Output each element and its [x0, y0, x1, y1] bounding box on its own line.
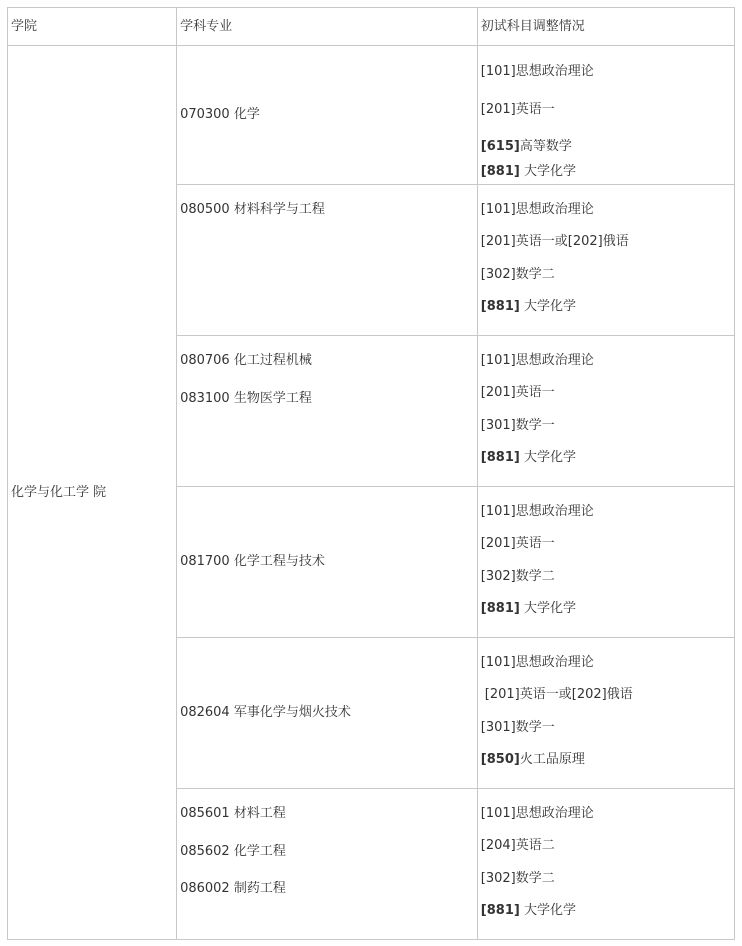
major-name: 080706 化工过程机械 — [180, 353, 312, 368]
major-name: 082604 军事化学与烟火技术 — [180, 705, 351, 720]
header-college: 学院 — [8, 8, 177, 46]
subject-item — [481, 600, 734, 618]
subject-name: 思想政治理论 — [515, 64, 594, 79]
subject-name: 思想政治理论 — [515, 504, 594, 519]
major-name: 070300 化学 — [180, 107, 260, 122]
subject-name: 大学化学 — [519, 449, 576, 465]
subject-item — [481, 902, 734, 920]
subject-item — [481, 352, 734, 370]
table-row — [8, 46, 735, 185]
subject-code: [201] — [480, 101, 516, 117]
header-major: 学科专业 — [177, 8, 478, 46]
major-name: 080500 材料科学与工程 — [180, 202, 325, 217]
subject-code: [881] — [480, 164, 520, 179]
subject-code: [302] — [480, 870, 516, 886]
major-name: 085601 材料工程 — [180, 806, 286, 821]
subject-code: [201] — [480, 385, 516, 401]
subject-name: 英语一或[202]俄语 — [515, 234, 629, 250]
subject-code: [850] — [480, 751, 520, 767]
major-cell — [177, 46, 478, 185]
subject-item — [481, 417, 734, 435]
subject-name: 英语一 — [515, 385, 555, 401]
subject-name: 大学化学 — [519, 902, 576, 918]
subject-item — [481, 63, 734, 81]
major-name: 081700 化学工程与技术 — [180, 554, 325, 569]
subject-item — [481, 719, 734, 737]
subject-name: 英语二 — [515, 838, 555, 854]
subject-code: [101] — [480, 202, 516, 217]
subject-code: [201] — [480, 536, 516, 552]
subject-code: [302] — [480, 266, 516, 282]
major-cell — [177, 185, 478, 336]
subject-item — [481, 654, 734, 672]
subject-name: 数学一 — [515, 417, 555, 433]
subject-code: [101] — [480, 353, 516, 368]
major-cell — [177, 789, 478, 940]
subject-name: 火工品原理 — [519, 751, 585, 767]
table-body — [8, 8, 735, 940]
subject-name: 大学化学 — [519, 298, 576, 314]
subject-code: [101] — [480, 64, 516, 79]
header-subjects: 初试科目调整情况 — [477, 8, 734, 46]
subject-item — [481, 201, 734, 219]
subject-name: 思想政治理论 — [515, 806, 594, 821]
subject-code: [101] — [480, 504, 516, 519]
subjects-cell — [477, 638, 734, 789]
subject-code: [301] — [480, 719, 516, 735]
major-cell — [177, 336, 478, 487]
subject-code: [301] — [480, 417, 516, 433]
subjects-cell — [477, 336, 734, 487]
subject-name: 思想政治理论 — [515, 655, 594, 670]
subject-code: [881] — [480, 298, 520, 314]
subject-code: [204] — [480, 838, 516, 854]
subject-item — [481, 298, 734, 316]
major-name: 086002 制药工程 — [180, 881, 286, 896]
subject-name: 英语一 — [515, 101, 555, 117]
subject-code: [881] — [480, 902, 520, 918]
subject-name: 数学二 — [515, 870, 555, 886]
subject-item — [481, 686, 734, 704]
subject-code: [101] — [480, 655, 516, 670]
subject-name: 数学一 — [515, 719, 555, 735]
subject-item — [481, 837, 734, 855]
subject-item — [481, 870, 734, 888]
subject-name: 英语一 — [515, 536, 555, 552]
subject-name: 大学化学 — [519, 164, 576, 179]
subject-name: 英语一或[202]俄语 — [519, 687, 633, 703]
subject-item — [481, 163, 734, 181]
subject-name: 思想政治理论 — [515, 202, 594, 217]
subject-item — [481, 101, 734, 119]
subject-code: [302] — [480, 568, 516, 584]
subject-name: 大学化学 — [519, 600, 576, 616]
subjects-cell — [477, 487, 734, 638]
major-name: 083100 生物医学工程 — [180, 390, 312, 406]
subjects-cell — [477, 789, 734, 940]
subject-item — [481, 805, 734, 823]
subject-code: [201] — [480, 234, 516, 250]
header-row — [8, 8, 735, 46]
subject-item — [481, 138, 734, 156]
subject-item — [481, 503, 734, 521]
subject-item — [481, 751, 734, 769]
major-name: 085602 化学工程 — [180, 843, 286, 859]
subject-name: 数学二 — [515, 266, 555, 282]
subject-table — [7, 7, 735, 940]
subject-code: [101] — [480, 806, 516, 821]
subject-item — [481, 233, 734, 251]
subject-name: 思想政治理论 — [515, 353, 594, 368]
subject-item — [481, 535, 734, 553]
subject-name: 高等数学 — [519, 139, 572, 154]
subject-item — [481, 449, 734, 467]
subjects-cell — [477, 46, 734, 185]
subject-item — [481, 266, 734, 284]
subject-code: [615] — [480, 139, 520, 154]
subject-code: [881] — [480, 449, 520, 465]
subject-item — [481, 384, 734, 402]
college-cell: 化学与化工学 院 — [8, 46, 177, 940]
subject-name: 数学二 — [515, 568, 555, 584]
subject-code: [201] — [484, 687, 520, 703]
major-cell — [177, 638, 478, 789]
major-cell — [177, 487, 478, 638]
subject-item — [481, 568, 734, 586]
subjects-cell — [477, 185, 734, 336]
subject-code: [881] — [480, 600, 520, 616]
